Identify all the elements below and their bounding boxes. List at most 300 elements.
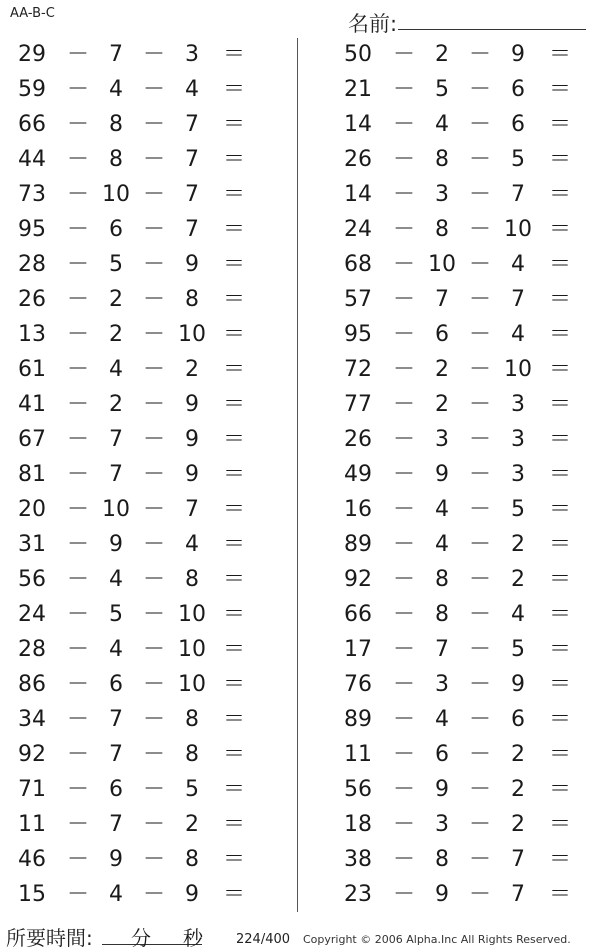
minuend: 14 — [344, 182, 372, 207]
subtrahend-2: 9 — [511, 672, 525, 697]
subtrahend-1: 7 — [109, 812, 123, 837]
subtrahend-1: 4 — [109, 77, 123, 102]
equals-sign: ＝ — [548, 847, 571, 872]
seconds-label: 秒 — [183, 926, 203, 950]
subtrahend-2: 7 — [185, 147, 199, 172]
problem-row — [326, 318, 600, 353]
minus-sign: － — [468, 252, 491, 277]
minuend: 72 — [344, 357, 372, 382]
equals-sign: ＝ — [222, 637, 245, 662]
equals-sign: ＝ — [222, 182, 245, 207]
problem-row — [0, 633, 290, 668]
subtrahend-1: 2 — [109, 322, 123, 347]
subtrahend-1: 10 — [428, 252, 456, 277]
minus-sign: － — [66, 217, 89, 242]
subtrahend-1: 4 — [109, 882, 123, 907]
problem-row — [0, 598, 290, 633]
equals-sign: ＝ — [548, 637, 571, 662]
problem-row — [326, 73, 600, 108]
subtrahend-1: 4 — [109, 357, 123, 382]
problem-row — [0, 38, 290, 73]
subtrahend-1: 8 — [435, 847, 449, 872]
subtrahend-1: 7 — [435, 287, 449, 312]
minus-sign: － — [392, 182, 415, 207]
subtrahend-1: 8 — [109, 112, 123, 137]
subtrahend-1: 4 — [435, 497, 449, 522]
equals-sign: ＝ — [548, 882, 571, 907]
subtrahend-2: 5 — [511, 637, 525, 662]
minuend: 26 — [344, 147, 372, 172]
right-problem-column — [326, 38, 600, 913]
minuend: 68 — [344, 252, 372, 277]
minus-sign: － — [142, 217, 165, 242]
subtrahend-1: 2 — [109, 287, 123, 312]
equals-sign: ＝ — [548, 672, 571, 697]
problem-row — [326, 878, 600, 913]
problem-row — [0, 353, 290, 388]
minuend: 86 — [18, 672, 46, 697]
minuend: 26 — [344, 427, 372, 452]
minuend: 28 — [18, 637, 46, 662]
minus-sign: － — [392, 637, 415, 662]
problem-row — [326, 143, 600, 178]
minuend: 21 — [344, 77, 372, 102]
subtrahend-2: 10 — [504, 217, 532, 242]
name-label: 名前: — [348, 12, 398, 36]
minus-sign: － — [142, 112, 165, 137]
subtrahend-2: 6 — [511, 112, 525, 137]
subtrahend-1: 4 — [435, 532, 449, 557]
problem-row — [0, 878, 290, 913]
problem-row — [0, 318, 290, 353]
minus-sign: － — [142, 847, 165, 872]
subtrahend-2: 4 — [511, 322, 525, 347]
equals-sign: ＝ — [222, 392, 245, 417]
subtrahend-2: 4 — [185, 77, 199, 102]
subtrahend-1: 7 — [109, 707, 123, 732]
subtrahend-2: 6 — [511, 707, 525, 732]
equals-sign: ＝ — [548, 287, 571, 312]
problem-row — [326, 283, 600, 318]
minus-sign: － — [66, 602, 89, 627]
minuend: 81 — [18, 462, 46, 487]
subtrahend-1: 4 — [435, 707, 449, 732]
problem-row — [0, 388, 290, 423]
minus-sign: － — [142, 42, 165, 67]
equals-sign: ＝ — [222, 322, 245, 347]
subtrahend-2: 7 — [185, 182, 199, 207]
minuend: 11 — [18, 812, 46, 837]
equals-sign: ＝ — [548, 742, 571, 767]
subtrahend-1: 3 — [435, 672, 449, 697]
subtrahend-1: 9 — [435, 462, 449, 487]
equals-sign: ＝ — [548, 707, 571, 732]
minus-sign: － — [392, 112, 415, 137]
problem-row — [326, 808, 600, 843]
minus-sign: － — [142, 672, 165, 697]
problem-row — [326, 38, 600, 73]
subtrahend-1: 3 — [435, 182, 449, 207]
subtrahend-2: 10 — [178, 602, 206, 627]
subtrahend-1: 7 — [109, 427, 123, 452]
subtrahend-1: 8 — [435, 602, 449, 627]
equals-sign: ＝ — [548, 322, 571, 347]
equals-sign: ＝ — [222, 217, 245, 242]
subtrahend-2: 10 — [178, 637, 206, 662]
problem-row — [326, 248, 600, 283]
minus-sign: － — [468, 287, 491, 312]
minus-sign: － — [66, 637, 89, 662]
subtrahend-1: 7 — [109, 42, 123, 67]
equals-sign: ＝ — [548, 392, 571, 417]
minuend: 71 — [18, 777, 46, 802]
minuend: 50 — [344, 42, 372, 67]
minus-sign: － — [392, 147, 415, 172]
minus-sign: － — [142, 322, 165, 347]
equals-sign: ＝ — [222, 882, 245, 907]
minuend: 66 — [344, 602, 372, 627]
subtrahend-2: 7 — [185, 497, 199, 522]
minus-sign: － — [392, 777, 415, 802]
equals-sign: ＝ — [222, 357, 245, 382]
minus-sign: － — [66, 742, 89, 767]
minus-sign: － — [468, 322, 491, 347]
subtrahend-2: 9 — [511, 42, 525, 67]
equals-sign: ＝ — [222, 672, 245, 697]
minus-sign: － — [392, 532, 415, 557]
problem-row — [326, 423, 600, 458]
equals-sign: ＝ — [222, 112, 245, 137]
subtrahend-1: 5 — [435, 77, 449, 102]
minus-sign: － — [66, 392, 89, 417]
subtrahend-1: 10 — [102, 182, 130, 207]
minus-sign: － — [392, 42, 415, 67]
time-label: 所要時間: — [6, 926, 93, 950]
minus-sign: － — [142, 357, 165, 382]
minuend: 92 — [344, 567, 372, 592]
minus-sign: － — [392, 392, 415, 417]
minus-sign: － — [142, 777, 165, 802]
problem-row — [326, 598, 600, 633]
equals-sign: ＝ — [222, 812, 245, 837]
minus-sign: － — [468, 532, 491, 557]
equals-sign: ＝ — [222, 42, 245, 67]
problem-row — [326, 843, 600, 878]
minus-sign: － — [392, 847, 415, 872]
equals-sign: ＝ — [548, 252, 571, 277]
problem-row — [326, 353, 600, 388]
subtrahend-2: 2 — [511, 777, 525, 802]
subtrahend-2: 7 — [511, 882, 525, 907]
equals-sign: ＝ — [222, 462, 245, 487]
minuend: 73 — [18, 182, 46, 207]
minus-sign: － — [142, 707, 165, 732]
subtrahend-1: 4 — [109, 567, 123, 592]
problem-row — [0, 283, 290, 318]
minus-sign: － — [66, 707, 89, 732]
equals-sign: ＝ — [548, 147, 571, 172]
minus-sign: － — [468, 77, 491, 102]
minus-sign: － — [142, 602, 165, 627]
equals-sign: ＝ — [222, 252, 245, 277]
minus-sign: － — [142, 567, 165, 592]
equals-sign: ＝ — [548, 77, 571, 102]
minus-sign: － — [468, 217, 491, 242]
subtrahend-2: 2 — [185, 812, 199, 837]
minuend: 89 — [344, 532, 372, 557]
minus-sign: － — [468, 742, 491, 767]
subtrahend-2: 9 — [185, 462, 199, 487]
equals-sign: ＝ — [222, 287, 245, 312]
problem-row — [326, 458, 600, 493]
problem-row — [0, 668, 290, 703]
minus-sign: － — [66, 462, 89, 487]
problem-row — [0, 458, 290, 493]
problem-row — [0, 423, 290, 458]
minus-sign: － — [142, 882, 165, 907]
minuend: 41 — [18, 392, 46, 417]
subtrahend-2: 8 — [185, 567, 199, 592]
subtrahend-1: 5 — [109, 252, 123, 277]
subtrahend-2: 10 — [178, 322, 206, 347]
problem-row — [326, 528, 600, 563]
equals-sign: ＝ — [222, 567, 245, 592]
minus-sign: － — [142, 462, 165, 487]
minus-sign: － — [66, 427, 89, 452]
minus-sign: － — [392, 812, 415, 837]
minuend: 16 — [344, 497, 372, 522]
column-divider — [297, 38, 298, 912]
minuend: 34 — [18, 707, 46, 732]
subtrahend-1: 7 — [109, 462, 123, 487]
subtrahend-2: 6 — [511, 77, 525, 102]
minuend: 26 — [18, 287, 46, 312]
minuend: 13 — [18, 322, 46, 347]
equals-sign: ＝ — [548, 497, 571, 522]
minuend: 11 — [344, 742, 372, 767]
minus-sign: － — [468, 182, 491, 207]
equals-sign: ＝ — [548, 462, 571, 487]
equals-sign: ＝ — [548, 42, 571, 67]
minus-sign: － — [66, 287, 89, 312]
subtrahend-1: 6 — [109, 217, 123, 242]
subtrahend-2: 2 — [511, 812, 525, 837]
equals-sign: ＝ — [548, 777, 571, 802]
subtrahend-1: 2 — [435, 392, 449, 417]
problem-row — [326, 563, 600, 598]
minus-sign: － — [66, 672, 89, 697]
minus-sign: － — [468, 672, 491, 697]
subtrahend-1: 9 — [435, 882, 449, 907]
minus-sign: － — [468, 427, 491, 452]
minus-sign: － — [392, 427, 415, 452]
minuend: 29 — [18, 42, 46, 67]
minus-sign: － — [142, 77, 165, 102]
minus-sign: － — [392, 567, 415, 592]
minus-sign: － — [142, 427, 165, 452]
subtrahend-1: 8 — [435, 567, 449, 592]
minus-sign: － — [468, 42, 491, 67]
minus-sign: － — [66, 42, 89, 67]
minus-sign: － — [66, 532, 89, 557]
minuend: 28 — [18, 252, 46, 277]
subtrahend-1: 8 — [435, 147, 449, 172]
subtrahend-2: 2 — [511, 567, 525, 592]
minus-sign: － — [142, 252, 165, 277]
subtrahend-2: 8 — [185, 287, 199, 312]
minuend: 95 — [18, 217, 46, 242]
problem-row — [0, 843, 290, 878]
minus-sign: － — [392, 252, 415, 277]
equals-sign: ＝ — [222, 707, 245, 732]
subtrahend-2: 4 — [511, 602, 525, 627]
subtrahend-2: 4 — [511, 252, 525, 277]
problem-row — [326, 213, 600, 248]
minus-sign: － — [142, 287, 165, 312]
minuend: 24 — [344, 217, 372, 242]
subtrahend-1: 10 — [102, 497, 130, 522]
subtrahend-1: 8 — [435, 217, 449, 242]
equals-sign: ＝ — [222, 532, 245, 557]
subtrahend-2: 5 — [511, 147, 525, 172]
subtrahend-2: 9 — [185, 252, 199, 277]
problem-row — [0, 528, 290, 563]
minuend: 92 — [18, 742, 46, 767]
equals-sign: ＝ — [222, 602, 245, 627]
minuend: 31 — [18, 532, 46, 557]
equals-sign: ＝ — [548, 567, 571, 592]
subtrahend-1: 7 — [109, 742, 123, 767]
left-problem-column — [0, 38, 290, 913]
subtrahend-2: 5 — [185, 777, 199, 802]
equals-sign: ＝ — [548, 812, 571, 837]
minus-sign: － — [468, 707, 491, 732]
subtrahend-2: 9 — [185, 427, 199, 452]
minuend: 66 — [18, 112, 46, 137]
problem-row — [0, 248, 290, 283]
minus-sign: － — [468, 637, 491, 662]
minus-sign: － — [468, 112, 491, 137]
minus-sign: － — [142, 637, 165, 662]
problem-row — [0, 808, 290, 843]
subtrahend-1: 2 — [109, 392, 123, 417]
minus-sign: － — [66, 847, 89, 872]
subtrahend-1: 2 — [435, 357, 449, 382]
minus-sign: － — [142, 392, 165, 417]
subtrahend-2: 8 — [185, 847, 199, 872]
subtrahend-1: 9 — [435, 777, 449, 802]
name-field[interactable] — [348, 6, 588, 34]
minus-sign: － — [142, 182, 165, 207]
problem-row — [0, 738, 290, 773]
subtrahend-2: 5 — [511, 497, 525, 522]
minus-sign: － — [66, 497, 89, 522]
minus-sign: － — [66, 77, 89, 102]
equals-sign: ＝ — [222, 427, 245, 452]
minuend: 15 — [18, 882, 46, 907]
minus-sign: － — [66, 812, 89, 837]
subtrahend-2: 7 — [185, 112, 199, 137]
equals-sign: ＝ — [222, 497, 245, 522]
problem-row — [326, 108, 600, 143]
minuend: 95 — [344, 322, 372, 347]
minus-sign: － — [468, 147, 491, 172]
minuend: 89 — [344, 707, 372, 732]
minus-sign: － — [392, 602, 415, 627]
equals-sign: ＝ — [222, 777, 245, 802]
equals-sign: ＝ — [548, 182, 571, 207]
minuend: 76 — [344, 672, 372, 697]
minuend: 38 — [344, 847, 372, 872]
minus-sign: － — [392, 322, 415, 347]
minus-sign: － — [66, 182, 89, 207]
minuend: 77 — [344, 392, 372, 417]
problem-row — [0, 143, 290, 178]
subtrahend-2: 3 — [511, 427, 525, 452]
minus-sign: － — [392, 707, 415, 732]
minuend: 49 — [344, 462, 372, 487]
minus-sign: － — [66, 252, 89, 277]
subtrahend-2: 8 — [185, 742, 199, 767]
equals-sign: ＝ — [548, 532, 571, 557]
minuend: 44 — [18, 147, 46, 172]
subtrahend-2: 10 — [504, 357, 532, 382]
subtrahend-1: 9 — [109, 847, 123, 872]
equals-sign: ＝ — [222, 742, 245, 767]
equals-sign: ＝ — [222, 77, 245, 102]
minus-sign: － — [66, 322, 89, 347]
subtrahend-1: 6 — [435, 742, 449, 767]
subtrahend-1: 6 — [109, 672, 123, 697]
minus-sign: － — [392, 77, 415, 102]
minuend: 61 — [18, 357, 46, 382]
minus-sign: － — [468, 497, 491, 522]
subtrahend-2: 7 — [185, 217, 199, 242]
equals-sign: ＝ — [548, 217, 571, 242]
minuend: 17 — [344, 637, 372, 662]
equals-sign: ＝ — [222, 847, 245, 872]
problem-row — [326, 703, 600, 738]
problem-row — [326, 493, 600, 528]
problem-row — [326, 668, 600, 703]
minuend: 56 — [18, 567, 46, 592]
minus-sign: － — [66, 567, 89, 592]
minus-sign: － — [142, 812, 165, 837]
subtrahend-2: 10 — [178, 672, 206, 697]
problem-row — [0, 493, 290, 528]
subtrahend-2: 2 — [511, 742, 525, 767]
minus-sign: － — [468, 602, 491, 627]
problem-row — [0, 178, 290, 213]
minus-sign: － — [468, 357, 491, 382]
problem-row — [326, 388, 600, 423]
minuend: 18 — [344, 812, 372, 837]
subtrahend-2: 2 — [511, 532, 525, 557]
subtrahend-1: 3 — [435, 812, 449, 837]
minus-sign: － — [468, 812, 491, 837]
minus-sign: － — [468, 567, 491, 592]
minuend: 24 — [18, 602, 46, 627]
problem-row — [0, 563, 290, 598]
worksheet-code: AA-B-C — [10, 6, 55, 21]
minuend: 57 — [344, 287, 372, 312]
subtrahend-1: 4 — [435, 112, 449, 137]
subtrahend-1: 9 — [109, 532, 123, 557]
equals-sign: ＝ — [548, 357, 571, 382]
minuend: 20 — [18, 497, 46, 522]
subtrahend-2: 3 — [185, 42, 199, 67]
minutes-label: 分 — [131, 926, 151, 950]
